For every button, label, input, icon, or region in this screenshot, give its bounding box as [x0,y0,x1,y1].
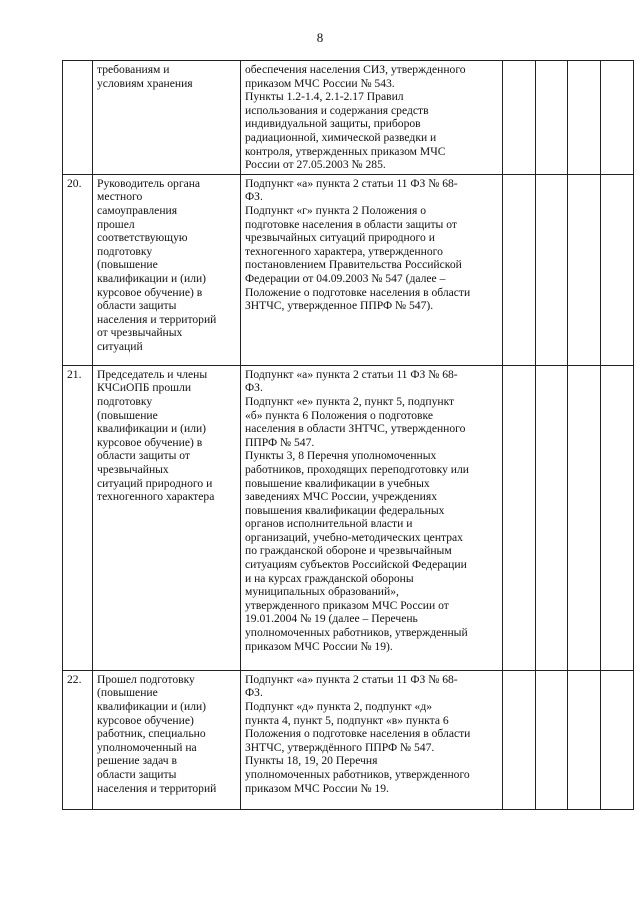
requirement-text: Руководитель органа местного самоуправления прошел соответствующую подготовку (повышение квалификации и (или) курсовое обучение) в области защиты населения и территорий от чрезвычайных ситуаций [97,176,217,353]
answer-cell [536,61,568,175]
reference-paragraph: Пункты 1.2-1.4, 2.1-2.17 Правил использования и содержания средств индивидуальной защиты, приборов радиационной, химической разведки и контроля, утвержденных приказом МЧС России от 27.05.2003 № 285. [245,90,446,172]
reference-paragraph: Подпункт «е» пункта 2, пункт 5, подпункт «б» пункта 6 Положения о подготовке населения в области ЗНТЧС, утвержденного ППРФ № 547. [245,394,466,449]
references-cell [241,174,503,365]
requirement-cell [93,174,241,365]
row-number: 22. [63,670,93,809]
reference-paragraph: Подпункт «а» пункта 2 статьи 11 ФЗ № 68- ФЗ. [245,176,458,204]
checklist-table [62,60,634,810]
answer-cell [568,670,601,809]
table-row [63,670,634,809]
answer-cell [568,174,601,365]
answer-cell [536,174,568,365]
row-number: 20. [63,174,93,365]
answer-cell [536,670,568,809]
references-cell [241,61,503,175]
answer-cell [503,365,536,670]
requirement-text: требованиям и условиям хранения [97,63,193,90]
answer-cell [568,61,601,175]
answer-cell [536,365,568,670]
references-cell [241,365,503,670]
answer-cell [503,174,536,365]
answer-cell [503,61,536,175]
reference-paragraph: обеспечения населения СИЗ, утвержденного приказом МЧС России № 543. [245,63,466,90]
answer-cell [601,365,634,670]
answer-cell [601,174,634,365]
row-number [63,61,93,175]
references-cell [241,670,503,809]
requirement-cell [93,670,241,809]
requirement-cell [93,61,241,175]
answer-cell [601,670,634,809]
requirement-text: Прошел подготовку (повышение квалификации и (или) курсовое обучение) работник, специально уполномоченный на решение задач в области защиты населения и территорий [97,672,217,795]
table-row [63,365,634,670]
reference-paragraph: Пункты 3, 8 Перечня уполномоченных работников, проходящих переподготовку или повышение квалификации в учебных заведениях МЧС России, учреждениях повышения квалификации федеральных органов исполнительной власти и организаций, учебно-методических центрах по гражданской обороне и чрезвычайным ситуациям субъектов Российской Федерации и на курсах гражданской обороны муниципальных образований», утвержденного приказом МЧС России от 19.01.2004 № 19 (далее – Перечень уполномоченных работников, утвержденный приказом МЧС России № 19). [245,449,469,653]
table-row [63,61,634,175]
reference-paragraph: Подпункт «а» пункта 2 статьи 11 ФЗ № 68- ФЗ. [245,367,458,395]
reference-paragraph: Пункты 18, 19, 20 Перечня уполномоченных работников, утвержденного приказом МЧС России № 19. [245,754,470,795]
checklist-table-container [62,60,634,810]
row-number: 21. [63,365,93,670]
reference-paragraph: Подпункт «г» пункта 2 Положения о подготовке населения в области защиты от чрезвычайных ситуаций природного и техногенного характера, утвержденного постановлением Правительства Российской Федерации от 04.09.2003 № 547 (далее – Положение о подготовке населения в области ЗНТЧС, утвержденное ППРФ № 547). [245,203,471,313]
page-number: 8 [316,30,324,45]
requirement-cell [93,365,241,670]
reference-paragraph: Подпункт «д» пункта 2, подпункт «д» пункта 4, пункт 5, подпункт «в» пункта 6 Положения о подготовке населения в области ЗНТЧС, утверждённого ППРФ № 547. [245,699,471,754]
answer-cell [568,365,601,670]
reference-paragraph: Подпункт «а» пункта 2 статьи 11 ФЗ № 68- ФЗ. [245,672,458,700]
answer-cell [503,670,536,809]
requirement-text: Председатель и члены КЧСиОПБ прошли подготовку (повышение квалификации и (или) курсовое обучение) в области защиты от чрезвычайных ситуаций природного и техногенного характера [97,367,215,504]
table-row [63,174,634,365]
answer-cell [601,61,634,175]
